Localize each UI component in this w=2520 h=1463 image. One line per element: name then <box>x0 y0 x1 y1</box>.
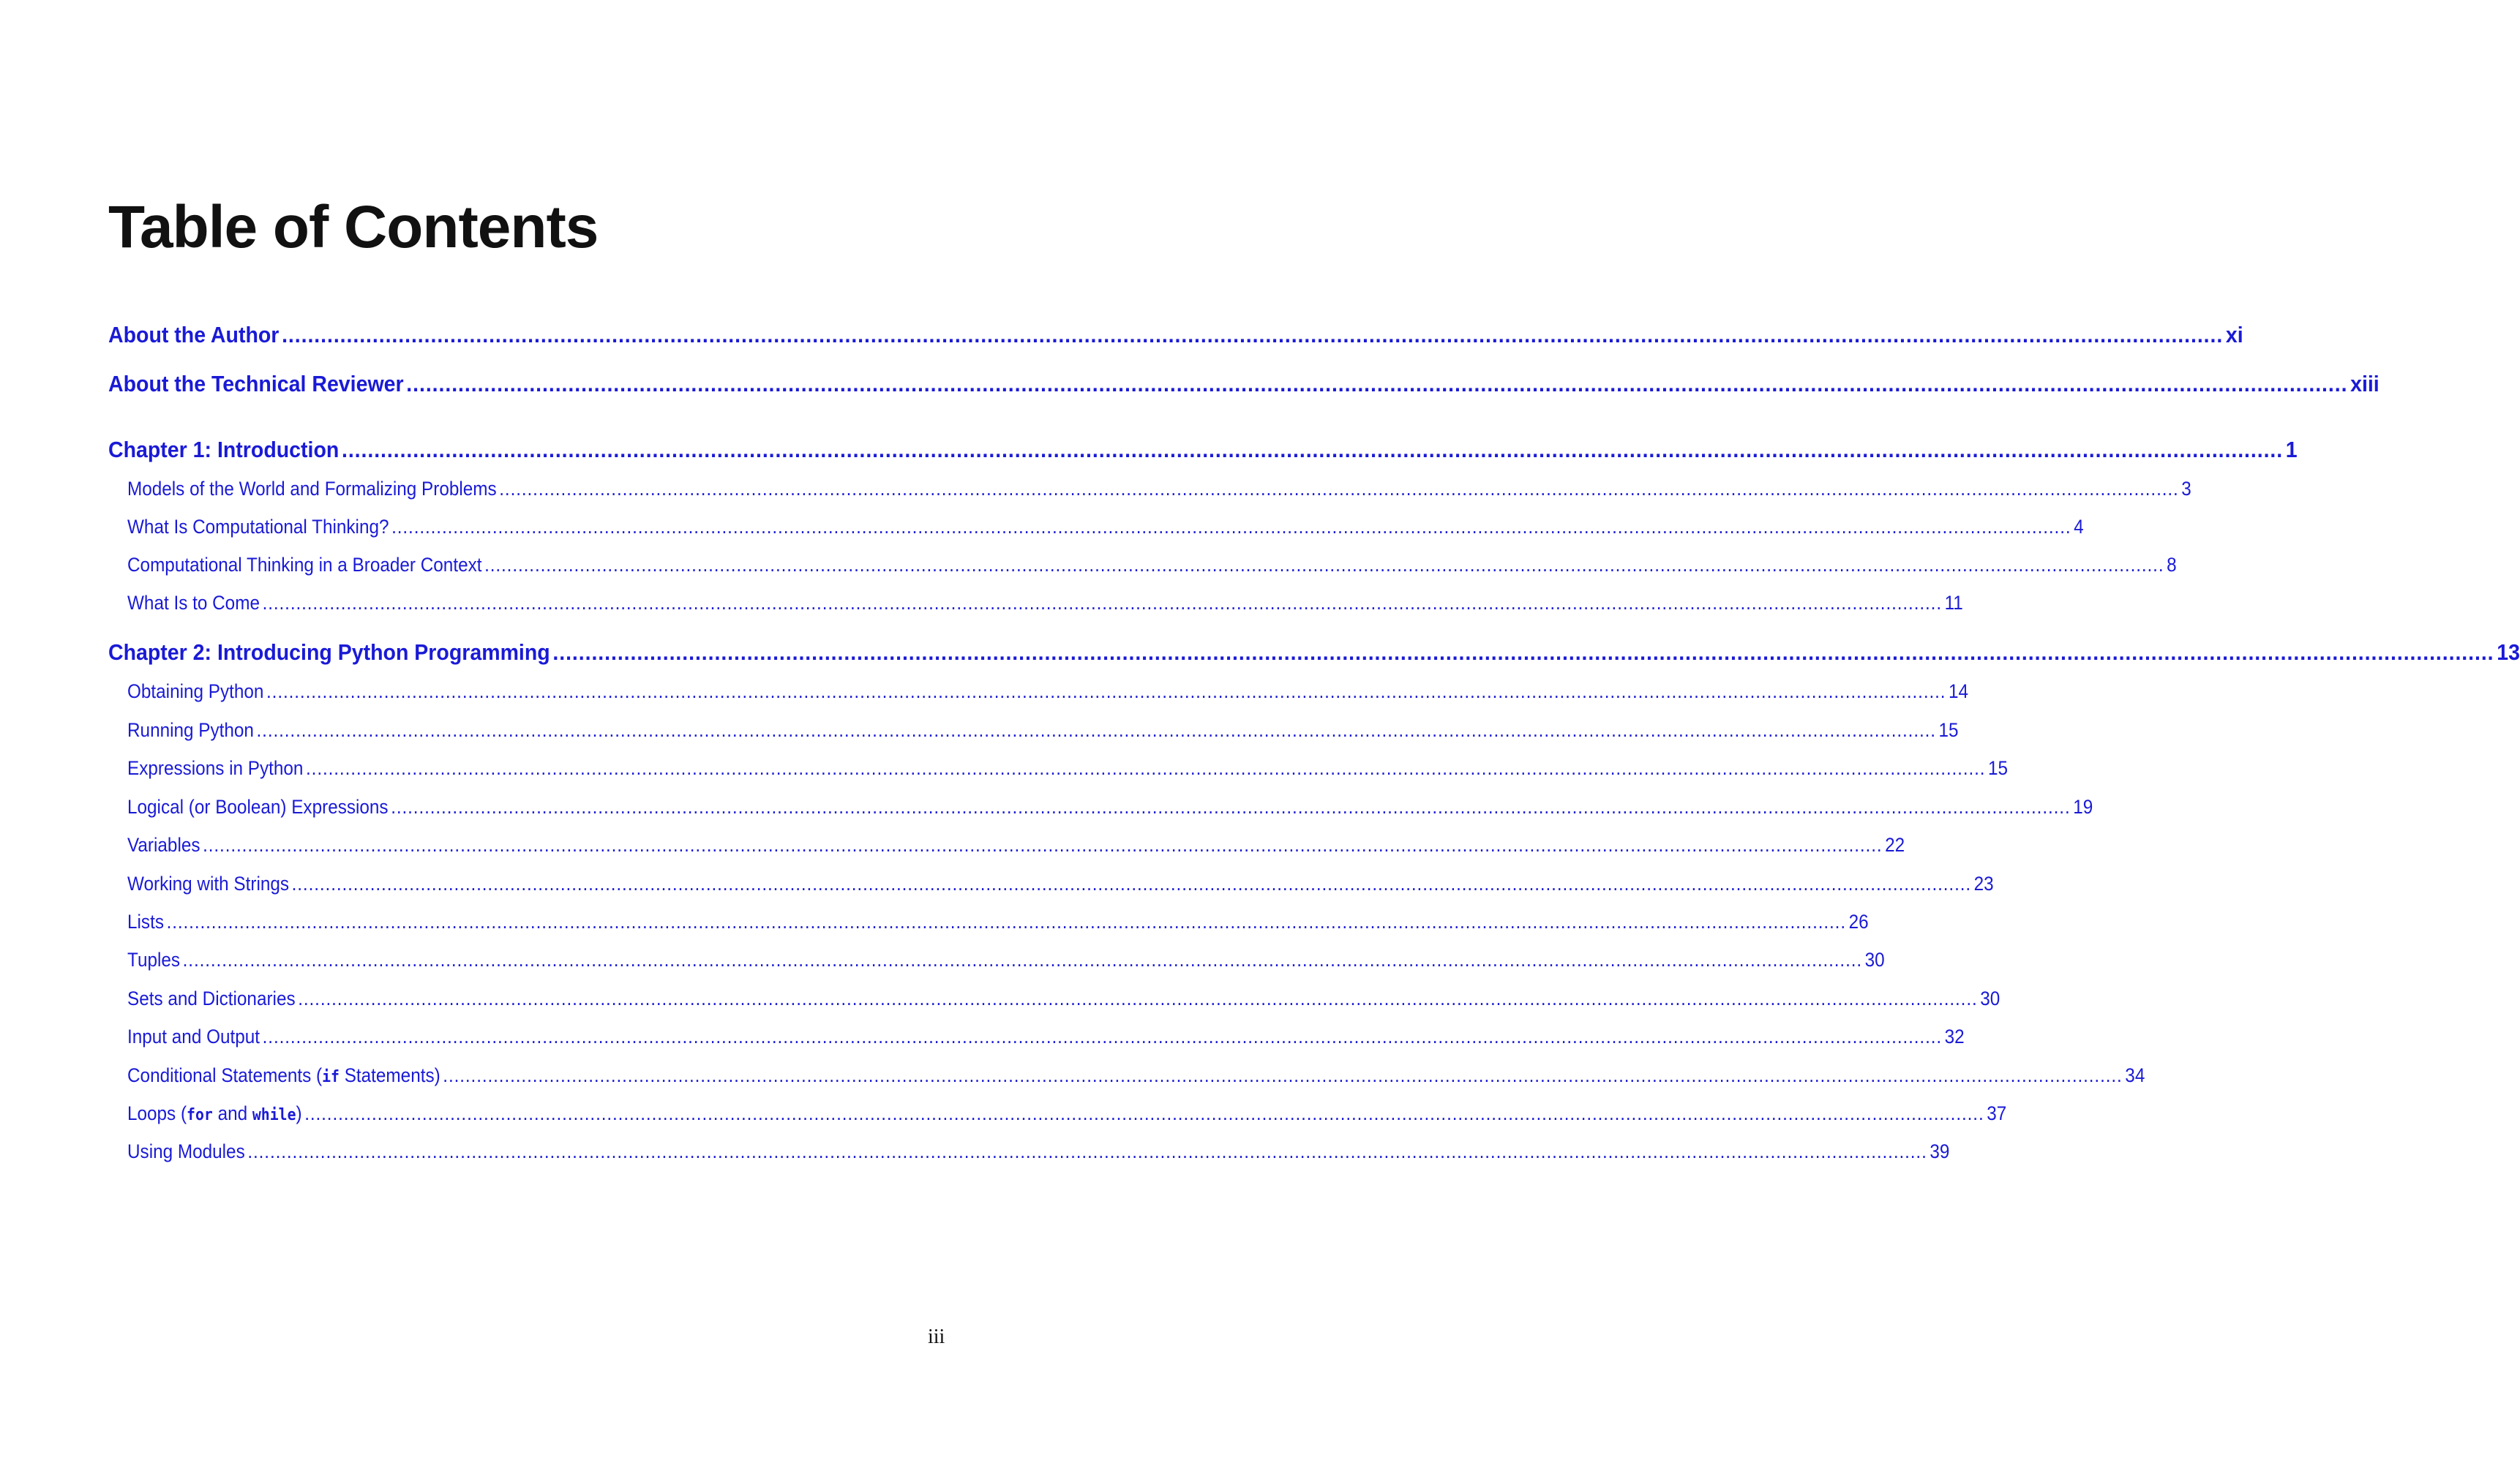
toc-entry-chapter-2[interactable] <box>108 639 2520 666</box>
toc-entry-section[interactable] <box>127 949 1885 971</box>
dot-leader: ............................................................................................................................................................................................................................................................................................................ <box>406 371 2348 396</box>
toc-entry-title: Obtaining Python <box>127 680 264 702</box>
dot-leader: ............................................................................................................................................................................................................................................................................................................ <box>262 592 1942 614</box>
toc-entry-page: 15 <box>1938 719 1959 741</box>
dot-leader: ............................................................................................................................................................................................................................................................................................................ <box>341 437 2284 462</box>
toc-entry-title: Lists <box>127 911 164 933</box>
title-text: Statements) <box>339 1064 440 1086</box>
dot-leader: ............................................................................................................................................................................................................................................................................................................ <box>443 1064 2123 1086</box>
toc-entry-title: Computational Thinking in a Broader Context <box>127 554 482 576</box>
toc-entry-page: xiii <box>2350 371 2380 396</box>
toc-entry-section[interactable] <box>127 1064 2145 1087</box>
toc-entry-page: 1 <box>2285 437 2298 462</box>
dot-leader: ............................................................................................................................................................................................................................................................................................................ <box>291 873 1972 895</box>
dot-leader: ............................................................................................................................................................................................................................................................................................................ <box>306 757 1986 779</box>
toc-entry-title: Sets and Dictionaries <box>127 988 296 1009</box>
toc-entry-page: 22 <box>1885 834 1905 856</box>
toc-entry-section[interactable] <box>127 757 2009 780</box>
toc-entry-section[interactable] <box>127 1026 1965 1048</box>
dot-leader: ............................................................................................................................................................................................................................................................................................................ <box>298 988 1978 1009</box>
dot-leader: ............................................................................................................................................................................................................................................................................................................ <box>262 1026 1943 1048</box>
toc-entry-page: 3 <box>2181 478 2191 500</box>
toc-entry-page: 19 <box>2073 796 2093 818</box>
toc-entry-section[interactable] <box>127 680 1969 703</box>
page-number: iii <box>928 1325 945 1348</box>
dot-leader: ............................................................................................................................................................................................................................................................................................................ <box>499 478 2179 500</box>
toc-entry-section[interactable] <box>127 516 2084 538</box>
title-text: and <box>212 1102 252 1124</box>
dot-leader: ............................................................................................................................................................................................................................................................................................................ <box>203 834 1883 856</box>
toc-entry-section[interactable] <box>127 592 1963 614</box>
code-keyword: if <box>322 1068 340 1086</box>
toc-entry-section[interactable] <box>127 873 1994 895</box>
title-text: Loops ( <box>127 1102 187 1124</box>
title-text: Conditional Statements ( <box>127 1064 323 1086</box>
toc-entry-section[interactable] <box>127 478 2191 500</box>
toc-entry-title <box>127 1102 302 1125</box>
toc-entry-page: 14 <box>1949 680 1969 702</box>
toc-entry-title: Expressions in Python <box>127 757 304 779</box>
dot-leader: ............................................................................................................................................................................................................................................................................................................ <box>266 680 1946 702</box>
code-keyword: for <box>187 1106 213 1124</box>
dot-leader: ............................................................................................................................................................................................................................................................................................................ <box>182 949 1863 971</box>
toc-entry-page: 15 <box>1988 757 2009 779</box>
toc-entry-page: 30 <box>1980 988 2000 1009</box>
toc-entry-page: 26 <box>1848 911 1869 933</box>
title-text: ) <box>296 1102 302 1124</box>
toc-entry-section[interactable] <box>127 719 1959 742</box>
toc-entry-page: 39 <box>1930 1140 1950 1162</box>
toc-entry-page: 34 <box>2125 1064 2145 1086</box>
dot-leader: ............................................................................................................................................................................................................................................................................................................ <box>484 554 2164 576</box>
toc-entry-title: About the Author <box>108 322 280 347</box>
toc-entry-section[interactable] <box>127 554 2177 576</box>
dot-leader: ............................................................................................................................................................................................................................................................................................................ <box>256 719 1936 741</box>
toc-entry-section[interactable] <box>127 796 2093 819</box>
toc-entry-page: 23 <box>1973 873 1994 895</box>
toc-entry-title: Logical (or Boolean) Expressions <box>127 796 389 818</box>
toc-entry-title: What Is to Come <box>127 592 260 614</box>
toc-entry-section[interactable] <box>127 834 1905 857</box>
toc-entry-title: Chapter 1: Introduction <box>108 437 340 462</box>
dot-leader: ............................................................................................................................................................................................................................................................................................................ <box>247 1140 1927 1162</box>
toc-entry-about-technical-reviewer[interactable] <box>108 371 2380 397</box>
dot-leader: ............................................................................................................................................................................................................................................................................................................ <box>552 639 2494 665</box>
toc-entry-section[interactable] <box>127 1140 1950 1163</box>
toc-entry-page: 13 <box>2497 639 2520 665</box>
toc-entry-section[interactable] <box>127 911 1869 933</box>
toc-entry-title: Input and Output <box>127 1026 260 1048</box>
toc-entry-title: Models of the World and Formalizing Problems <box>127 478 497 500</box>
code-keyword: while <box>252 1106 296 1124</box>
dot-leader: ............................................................................................................................................................................................................................................................................................................ <box>391 796 2071 818</box>
page-title: Table of Contents <box>108 194 599 260</box>
toc-entry-title: Using Modules <box>127 1140 245 1162</box>
toc-entry-title: Tuples <box>127 949 181 971</box>
toc-entry-chapter-1[interactable] <box>108 437 2298 463</box>
toc-entry-page: 4 <box>2074 516 2084 538</box>
toc-entry-title: About the Technical Reviewer <box>108 371 404 396</box>
toc-entry-title: What Is Computational Thinking? <box>127 516 389 538</box>
dot-leader: ............................................................................................................................................................................................................................................................................................................ <box>304 1102 1984 1124</box>
toc-entry-title: Working with Strings <box>127 873 290 895</box>
toc-entry-title: Variables <box>127 834 200 856</box>
toc-entry-title: Chapter 2: Introducing Python Programming <box>108 639 550 665</box>
toc-entry-page: xi <box>2225 322 2243 347</box>
toc-entry-section[interactable] <box>127 1102 2007 1125</box>
dot-leader: ............................................................................................................................................................................................................................................................................................................ <box>166 911 1846 933</box>
toc-entry-page: 37 <box>1987 1102 2007 1124</box>
toc-entry-page: 30 <box>1864 949 1885 971</box>
dot-leader: ............................................................................................................................................................................................................................................................................................................ <box>282 322 2224 347</box>
dot-leader: ............................................................................................................................................................................................................................................................................................................ <box>391 516 2071 538</box>
toc-entry-title <box>127 1064 440 1087</box>
toc-entry-page: 32 <box>1944 1026 1965 1048</box>
toc-entry-section[interactable] <box>127 988 2000 1010</box>
toc-entry-page: 11 <box>1944 592 1963 614</box>
toc-entry-page: 8 <box>2167 554 2177 576</box>
toc-entry-about-author[interactable] <box>108 322 2243 348</box>
toc-entry-title: Running Python <box>127 719 254 741</box>
